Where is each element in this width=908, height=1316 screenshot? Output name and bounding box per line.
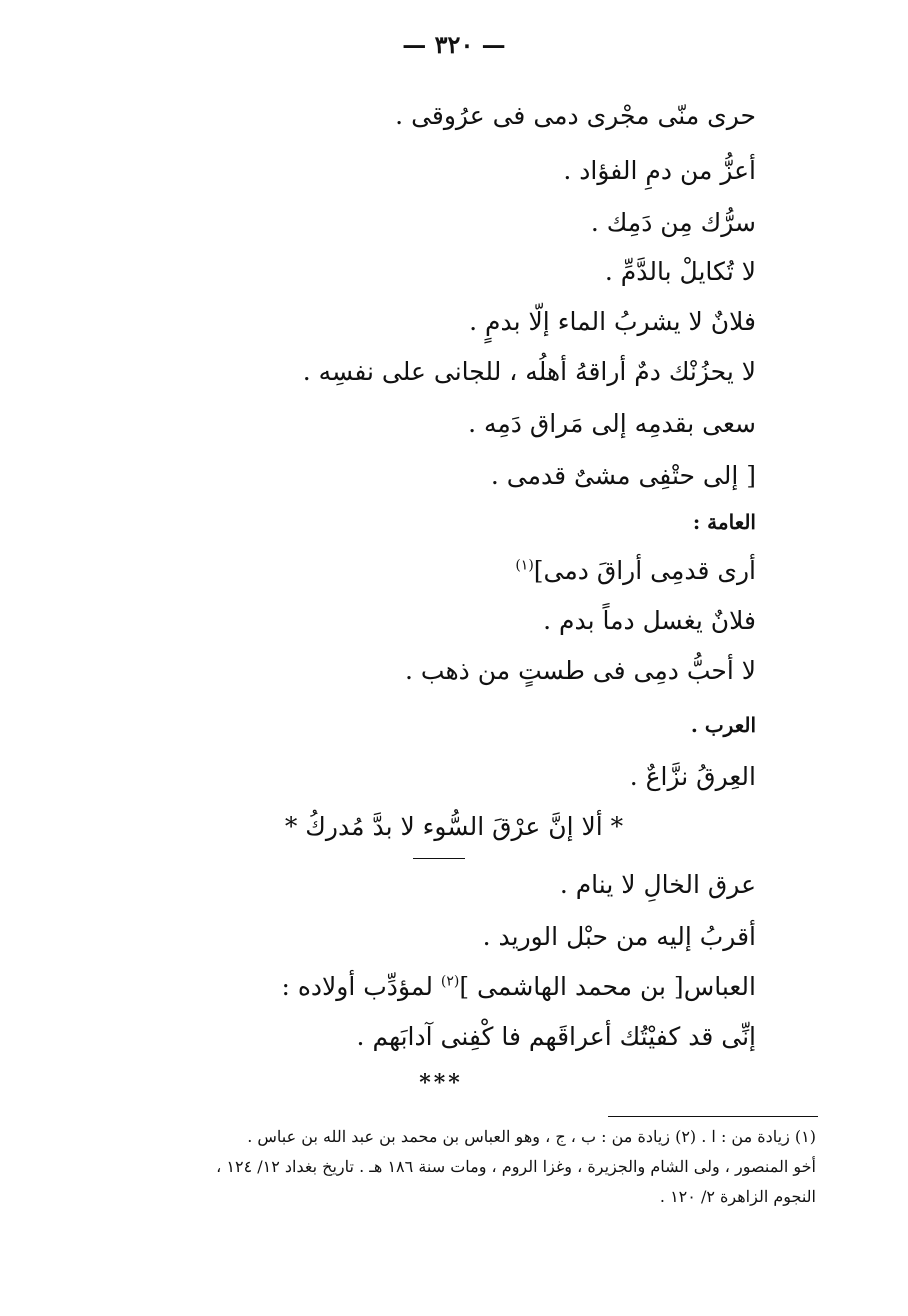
abbas-text-after: لمؤدِّب أولاده :: [281, 972, 441, 1001]
footnote-line: النجوم الزاهرة ٢/ ١٢٠ .: [659, 1187, 816, 1206]
text-line: سرُّك مِن دَمِك .: [590, 208, 756, 237]
text-line: [ إلى حتْفِى مشىٌ قدمى .: [490, 461, 756, 490]
text-line: سعى بقدمِه إلى مَراق دَمِه .: [468, 409, 756, 438]
text-line: أقربُ إليه من حبْل الوريد .: [482, 922, 756, 951]
footnote-line: أخو المنصور ، ولى الشام والجزيرة ، وغزا الروم ، ومات سنة ١٨٦ هـ . تاريخ بغداد ١٢/ ١٢٤ ،: [216, 1157, 816, 1176]
section-divider-stars: ***: [419, 1070, 463, 1096]
text-line: لا تُكايلْ بالدَّمِّ .: [604, 257, 756, 286]
footnote-ref-2: (٢): [440, 973, 460, 990]
page-number: — ٣٢٠ —: [402, 30, 506, 59]
text-line: فلانٌ لا يشربُ الماء إلّا بدمٍ .: [469, 307, 756, 336]
section-heading-arab: العرب .: [690, 713, 756, 737]
footnote-separator: [608, 1116, 818, 1117]
text-line: [281, 970, 756, 1004]
amma-line-text: أرى قدمِى أراقَ دمى]: [533, 556, 756, 585]
abbas-text-before: العباس[ بن محمد الهاشمى ]: [459, 972, 756, 1001]
text-line: [515, 554, 756, 588]
text-line: عرق الخالِ لا ينام .: [559, 870, 756, 899]
verse-underline: [413, 858, 465, 859]
text-line: لا أحبُّ دمِى فى طستٍ من ذهب .: [405, 656, 756, 685]
text-line: أعزُّ من دمِ الفؤاد .: [563, 156, 756, 185]
text-line: حرى منّى مجْرى دمى فى عرُوقى .: [395, 101, 756, 130]
text-line: العِرقُ نزَّاعٌ .: [629, 762, 756, 791]
poem-line: إنِّى قد كفيْتُك أعراقَهم فا كْفِنى آدابَهم .: [356, 1022, 756, 1051]
text-line: لا يحزُنْك دمٌ أراقهُ أهلُه ، للجانى على نفسِه .: [302, 357, 756, 386]
footnote-ref-1: (١): [515, 557, 534, 574]
verse-line: * ألا إنَّ عرْقَ السُّوء لا بدَّ مُدركُ *: [284, 812, 624, 841]
footnote-line: (١) زيادة من : ا . (٢) زيادة من : ب ، ج ، وهو العباس بن محمد بن عبد الله بن عباس .: [247, 1127, 816, 1146]
section-heading-amma: العامة :: [692, 510, 756, 534]
text-line: فلانٌ يغسل دماً بدم .: [543, 606, 756, 635]
